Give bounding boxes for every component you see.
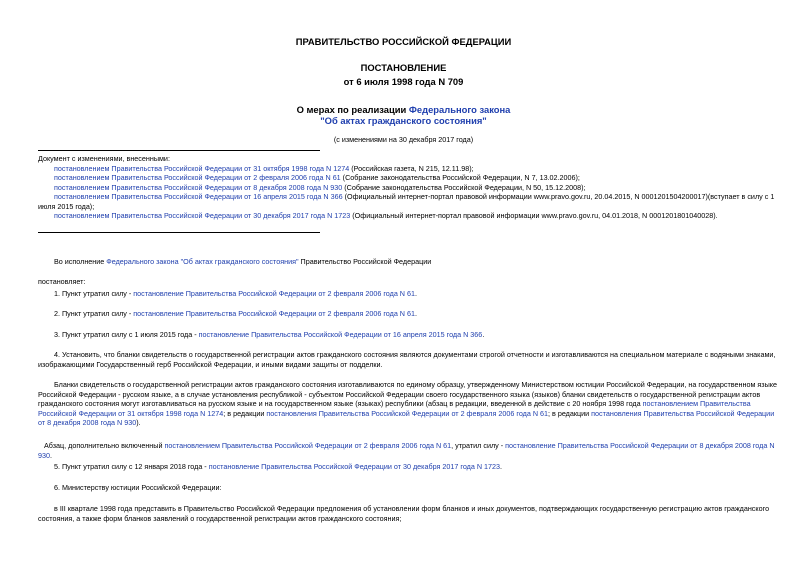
p4c-link-930[interactable]: постановление Правительства Российской Федерации от 8 декабря 2008 года N 930 [38, 441, 775, 460]
changes-note: (с изменениями на 30 декабря 2017 года) [333, 135, 474, 144]
top-divider [38, 150, 320, 151]
paragraph-1-link[interactable]: постановление Правительства Российской Федерации от 2 февраля 2006 года N 61 [133, 289, 415, 298]
paragraph-5: 5. Пункт утратил силу с 12 января 2018 года - постановление Правительства Российской Федерации от 30 декабря 2017 года N 1723. [54, 462, 503, 471]
paragraph-3: 3. Пункт утратил силу с 1 июля 2015 года - постановление Правительства Российской Федерации от 16 апреля 2015 года N 366. [54, 330, 485, 339]
paragraph-2-link[interactable]: постановление Правительства Российской Федерации от 2 февраля 2006 года N 61 [133, 309, 415, 318]
amendment-item: постановлением Правительства Российской Федерации от 16 апреля 2015 года N 366 (Официальный интернет-портал правовой информации www.pravo.gov.ru, 20.04.2015, N 0001201504200017)(вступает в силу с 1 июля 2015 года); [38, 192, 775, 211]
paragraph-4-abzac: Абзац, дополнительно включенный постановлением Правительства Российской Федерации от 2 февраля 2006 года N 61, утратил силу - постановление Правительства Российской Федерации от 8 декабря 2008 года N 930. [38, 441, 775, 460]
resolves-text: постановляет: [38, 277, 86, 286]
document-title [0, 104, 807, 127]
preamble: Во исполнение Федерального закона "Об актах гражданского состояния" Правительство Российской Федерации [54, 257, 432, 266]
amendments-block [38, 154, 783, 221]
law-link[interactable]: Федерального закона [408, 104, 511, 115]
paragraph-4-blanks: Бланки свидетельств о государственной регистрации актов гражданского состояния изготавливаются по единому образцу, утвержденному Министерством юстиции Российской Федерации, на государственном языке Российской Федерации - русском языке, а в случае установления республикой - субъектом Российской Федерации своего государственного языка (языков) бланки свидетельств о государственной регистрации актов гражданского состояния могут изготавливаться на русском языке и на государственном языке (языках) республики (абзац в редакции, введенной в действие с 20 ноября 1998 года постановлением Правительства Российской Федерации от 31 октября 1998 года N 1274; в редакции постановления Правительства Российской Федерации от 2 февраля 2006 года N 61; в редакции постановления Правительства Российской Федерации от 8 декабря 2008 года N 930). [38, 380, 777, 427]
amendment-link[interactable]: постановлением Правительства Российской Федерации от 30 декабря 2017 года N 1723 [54, 211, 351, 220]
amendment-link[interactable]: постановлением Правительства Российской Федерации от 8 декабря 2008 года N 930 [54, 182, 343, 192]
document-date: от 6 июля 1998 года N 709 [343, 76, 464, 87]
p4c-link-61[interactable]: постановлением Правительства Российской Федерации от 2 февраля 2006 года N 61 [164, 441, 452, 450]
p4b-link-61[interactable]: постановления Правительства Российской Федерации от 2 февраля 2006 года N 61 [266, 408, 549, 418]
preamble-law-link[interactable]: Федерального закона "Об актах гражданского состояния" [106, 257, 299, 266]
amendments-intro: Документ с изменениями, внесенными: [38, 154, 170, 163]
bottom-divider [38, 232, 320, 233]
amendment-link[interactable]: постановлением Правительства Российской Федерации от 16 апреля 2015 года N 366 [54, 192, 343, 201]
law-name-link[interactable]: "Об актах гражданского состояния" [320, 115, 487, 127]
paragraph-4: 4. Установить, что бланки свидетельств о государственной регистрации актов гражданского состояния являются документами строгой отчетности и изготавливаются на специальном материале с водяными знаками, изображающими Государственный герб Российской Федерации, и иными видами защиты от подделки. [38, 350, 776, 369]
government-header: ПРАВИТЕЛЬСТВО РОССИЙСКОЙ ФЕДЕРАЦИИ [295, 36, 512, 47]
document-type: ПОСТАНОВЛЕНИЕ [360, 62, 447, 73]
paragraph-5-link[interactable]: постановление Правительства Российской Федерации от 30 декабря 2017 года N 1723 [208, 462, 501, 471]
amendment-item: постановлением Правительства Российской Федерации от 31 октября 1998 года N 1274 (Российская газета, N 215, 12.11.98); [54, 163, 474, 173]
paragraph-6-sub: в III квартале 1998 года представить в Правительство Российской Федерации предложения об установлении форм бланков и иных документов, подтверждающих государственную регистрацию актов гражданского состояния, а также форм бланков заявлений о государственной регистрации актов гражданского состояния; [38, 504, 770, 523]
amendment-item: постановлением Правительства Российской Федерации от 8 декабря 2008 года N 930 (Собрание законодательства Российской Федерации, N 50, 15.12.2008); [54, 182, 586, 192]
amendment-item: постановлением Правительства Российской Федерации от 30 декабря 2017 года N 1723 (Официальный интернет-портал правовой информации www.pravo.gov.ru, 04.01.2018, N 0001201801040028). [54, 211, 718, 220]
paragraph-1: 1. Пункт утратил силу - постановление Правительства Российской Федерации от 2 февраля 2006 года N 61. [54, 289, 417, 298]
amendment-item: постановлением Правительства Российской Федерации от 2 февраля 2006 года N 61 (Собрание законодательства Российской Федерации, N 7, 13.02.2006); [54, 173, 580, 182]
p4b-link-930[interactable]: постановления Правительства Российской Федерации от 8 декабря 2008 года N 930 [38, 408, 775, 427]
paragraph-6: 6. Министерству юстиции Российской Федерации: [54, 483, 222, 492]
paragraph-2: 2. Пункт утратил силу - постановление Правительства Российской Федерации от 2 февраля 2006 года N 61. [54, 309, 417, 318]
amendment-link[interactable]: постановлением Правительства Российской Федерации от 31 октября 1998 года N 1274 [54, 163, 350, 173]
paragraph-3-link[interactable]: постановление Правительства Российской Федерации от 16 апреля 2015 года N 366 [198, 330, 483, 339]
title-prefix: О мерах по реализации [296, 104, 409, 115]
p4b-link-1274[interactable]: постановлением Правительства Российской Федерации от 31 октября 1998 года N 1274 [38, 399, 751, 418]
amendment-link[interactable]: постановлением Правительства Российской Федерации от 2 февраля 2006 года N 61 [54, 173, 341, 182]
